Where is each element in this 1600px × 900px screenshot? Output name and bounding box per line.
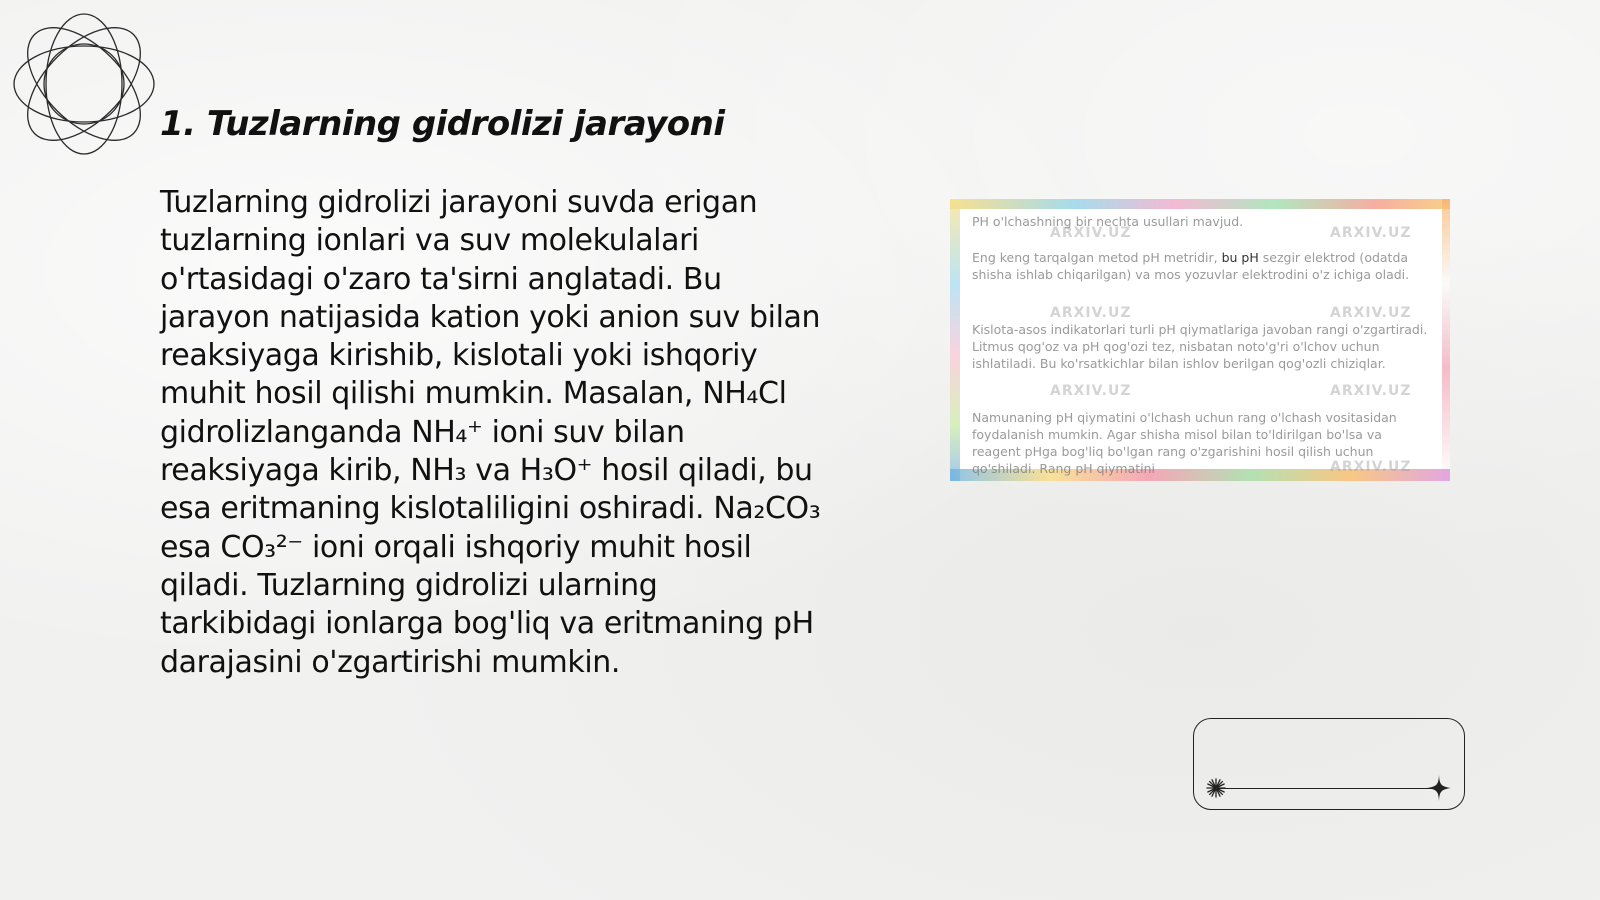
image-paragraph bbox=[972, 321, 1432, 372]
body-line: reaksiyaga kirib, NH₃ va H₃O⁺ hosil qiladi, bu bbox=[160, 453, 813, 489]
body-line: esa eritmaning kislotaliligini oshiradi. Na₂CO₃ bbox=[160, 491, 821, 527]
decorative-line bbox=[1216, 788, 1438, 789]
image-paragraph-text: Namunaning pH qiymatini o'lchash uchun rang o'lchash vositasidan foydalanish mumkin. Agar shisha misol bilan to'ldirilgan bo'lsa va reagent pHga bog'liq bo'lgan rang o'zgarishini hosil qilish uchun qo'shiladi. Rang pH qiymatini bbox=[972, 410, 1397, 476]
body-text bbox=[160, 184, 850, 682]
body-line: o'rtasidagi o'zaro ta'sirni anglatadi. Bu bbox=[160, 261, 722, 297]
image-paragraph bbox=[972, 249, 1432, 283]
body-line: tarkibidagi ionlarga bog'liq va eritmaning pH bbox=[160, 606, 814, 642]
watermark: ARXIV.UZ bbox=[1330, 459, 1412, 475]
decorative-frame bbox=[1193, 718, 1465, 810]
image-border-left bbox=[950, 199, 960, 481]
body-line: darajasini o'zgartirishi mumkin. bbox=[160, 644, 621, 680]
body-line: gidrolizlanganda NH₄⁺ ioni suv bilan bbox=[160, 414, 685, 450]
body-line: qiladi. Tuzlarning gidrolizi ularning bbox=[160, 567, 658, 603]
watermark: ARXIV.UZ bbox=[1050, 383, 1132, 399]
image-paragraph bbox=[972, 213, 1432, 230]
image-paragraph-text: Kislota-asos indikatorlari turli pH qiymatlariga javoban rangi o'zgartiradi. Litmus qog'oz va pH qog'ozi tez, nisbatan noto'g'ri o'lchov uchun ishlatiladi. Bu ko'rsatkichlar bilan ishlov berilgan qog'ozli chiziqlar. bbox=[972, 322, 1428, 371]
ph-methods-image bbox=[950, 199, 1450, 481]
body-line: jarayon natijasida kation yoki anion suv bilan bbox=[160, 299, 821, 335]
image-paragraph bbox=[972, 409, 1432, 477]
star-icon bbox=[1427, 775, 1451, 801]
watermark: ARXIV.UZ bbox=[1330, 305, 1412, 321]
watermark: ARXIV.UZ bbox=[1050, 225, 1132, 241]
body-line: esa CO₃²⁻ ioni orqali ishqoriy muhit hosil bbox=[160, 529, 752, 565]
image-border-right bbox=[1442, 199, 1450, 481]
circle-ornament-icon bbox=[10, 10, 158, 158]
watermark: ARXIV.UZ bbox=[1050, 305, 1132, 321]
sparkle-icon bbox=[1206, 778, 1226, 798]
body-line: tuzlarning ionlari va suv molekulalari bbox=[160, 223, 699, 259]
watermark: ARXIV.UZ bbox=[1330, 225, 1412, 241]
body-line: Tuzlarning gidrolizi jarayoni suvda erigan bbox=[160, 185, 758, 220]
body-line: reaksiyaga kirishib, kislotali yoki ishqoriy bbox=[160, 338, 758, 374]
image-paragraph-highlight: bu pH bbox=[1221, 250, 1259, 265]
image-paragraph-text: PH o'lchashning bir nechta usullari mavjud. bbox=[972, 214, 1244, 229]
image-paragraph-text: sezgir elektrod (odatda shisha ishlab chiqarilgan) va mos yozuvlar elektrodini o'z ichiga oladi. bbox=[972, 250, 1410, 282]
watermark: ARXIV.UZ bbox=[1330, 383, 1412, 399]
body-line: muhit hosil qilishi mumkin. Masalan, NH₄Cl bbox=[160, 376, 787, 412]
slide-title: 1. Tuzlarning gidrolizi jarayoni bbox=[160, 104, 725, 144]
image-border-top bbox=[950, 199, 1450, 209]
image-paragraph-text: Eng keng tarqalgan metod pH metridir, bbox=[972, 250, 1222, 265]
